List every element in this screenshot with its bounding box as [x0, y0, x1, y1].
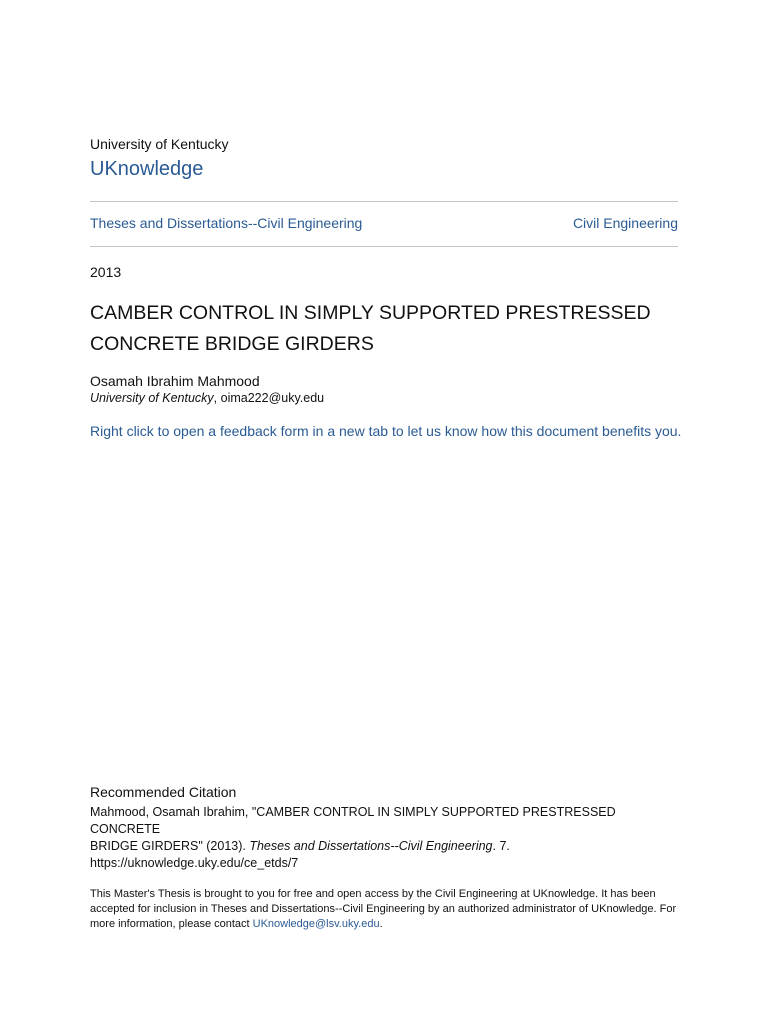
feedback-link[interactable]: Right click to open a feedback form in a new tab to let us know how this document benefits you.: [90, 423, 682, 439]
citation-series: Theses and Dissertations--Civil Engineering: [249, 839, 493, 853]
contact-email-link[interactable]: UKnowledge@lsv.uky.edu: [252, 918, 380, 930]
affiliation-name: University of Kentucky: [90, 391, 214, 405]
institution-name: University of Kentucky: [90, 136, 229, 152]
cover-page: [90, 0, 682, 1024]
publication-year: 2013: [90, 264, 122, 280]
citation-line-1: Mahmood, Osamah Ibrahim, "CAMBER CONTROL IN SIMPLY SUPPORTED PRESTRESSED CONCRETE: [90, 805, 616, 836]
citation-line-2: BRIDGE GIRDERS" (2013).: [90, 839, 250, 853]
title-line-1: CAMBER CONTROL IN SIMPLY SUPPORTED PRESTRESSED: [90, 302, 651, 324]
access-notice-end: .: [379, 918, 383, 930]
citation-series-suffix: . 7.: [492, 839, 510, 853]
document-title: [90, 298, 678, 360]
citation-text: [90, 804, 678, 872]
divider-top: [90, 201, 678, 202]
author-email: , oima222@uky.edu: [213, 391, 325, 405]
repository-link[interactable]: UKnowledge: [90, 158, 204, 180]
citation-url: https://uknowledge.uky.edu/ce_etds/7: [90, 856, 299, 870]
author-name: Osamah Ibrahim Mahmood: [90, 373, 260, 389]
divider-bottom: [90, 246, 678, 247]
citation-heading: Recommended Citation: [90, 784, 237, 800]
title-line-2: CONCRETE BRIDGE GIRDERS: [90, 333, 374, 355]
department-link[interactable]: Civil Engineering: [572, 215, 678, 231]
author-affiliation: [90, 391, 324, 405]
access-notice-text: This Master's Thesis is brought to you for free and open access by the Civil Engineering at UKnowledge. It has been accepted for inclusion in Theses and Dissertations--Civil Engineering by an authorized administrator of UKnowledge. For more information, please contact: [90, 888, 677, 930]
access-notice: [90, 887, 678, 932]
collection-link[interactable]: Theses and Dissertations--Civil Engineering: [90, 215, 363, 231]
